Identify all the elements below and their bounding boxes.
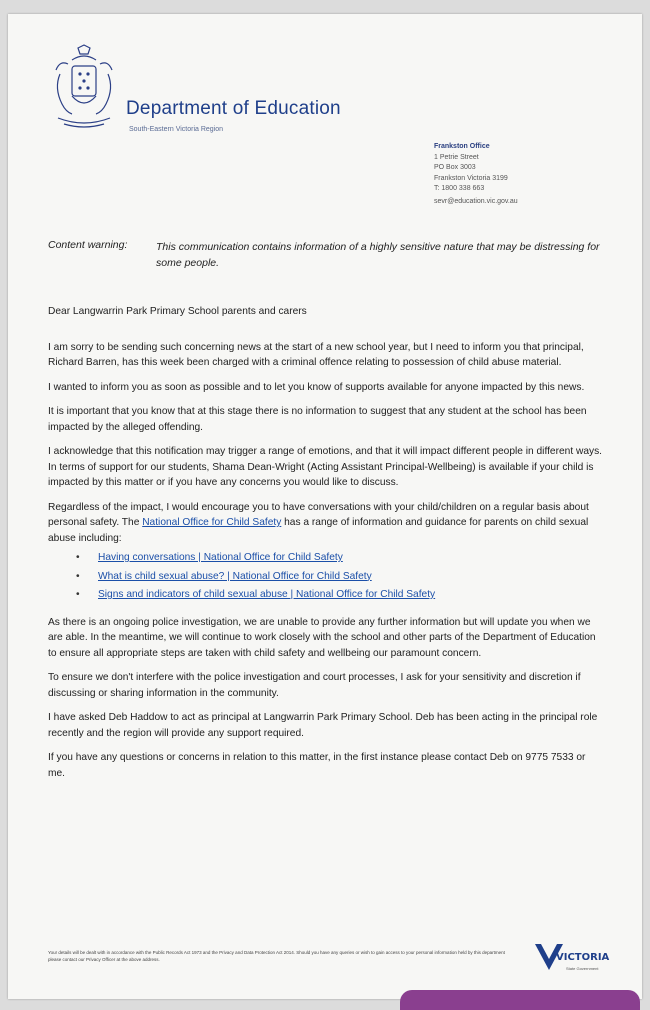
paragraph-5: [48, 500, 603, 547]
office-name: Frankston Office: [434, 143, 490, 150]
paragraph-4: I acknowledge that this notification may trigger a range of emotions, and that it will impact different people in different ways. In terms of support for our students, Shama Dean-Wright (Acting Assistant Principal-Wellbeing) is available if your child is impacted by this matter or if you have any concerns you would like to discuss.: [48, 446, 603, 488]
bullet: •: [76, 552, 80, 563]
resource-links: [48, 550, 603, 603]
bullet: •: [76, 589, 80, 600]
paragraph-6: As there is an ongoing police investigation, we are unable to provide any further information but will update you when we are able. In the meantime, we will continue to work closely with the school and other parts of the Department of Education to ensure all appropriate steps are taken with child safety and wellbeing our paramount concern.: [48, 616, 596, 659]
paragraph-3: It is important that you know that at this stage there is no information to suggest that any student at the school has been impacted by the alleged offending.: [48, 406, 587, 433]
list-item: [48, 550, 603, 566]
having-conversations-link[interactable]: Having conversations | National Office for Child Safety: [98, 552, 343, 563]
paragraph-1: I am sorry to be sending such concerning news at the start of a new school year, but I need to inform you that principal, Richard Barren, has this week been charged with a criminal offence relating to possession of child abuse material.: [48, 341, 584, 368]
paragraph-7: To ensure we don't interfere with the police investigation and court processes, I ask for your sensitivity and discretion if discussing or sharing information in the community.: [48, 672, 581, 699]
victoria-logo-text: VICTORIA: [556, 952, 610, 963]
content-warning-text: This communication contains information of a highly sensitive nature that may be distressing for some people.: [156, 241, 600, 269]
salutation: Dear Langwarrin Park Primary School parents and carers: [48, 306, 307, 317]
office-email[interactable]: sevr@education.vic.gov.au: [434, 197, 518, 205]
national-office-link[interactable]: National Office for Child Safety: [142, 517, 282, 528]
letter-page: [8, 14, 642, 999]
paragraph-2: I wanted to inform you as soon as possible and to let you know of supports available for anyone impacted by this news.: [48, 381, 585, 393]
list-item: [48, 587, 603, 603]
office-city: Frankston Victoria 3199: [434, 174, 508, 182]
bullet: •: [76, 570, 80, 582]
paragraph-5-start: Regardless of the impact, I would encourage you to have conversations with your child/children on a regular basis about personal safety. The: [48, 501, 589, 528]
privacy-notice: Your details will be dealt with in accordance with the Public Records Act 1973 and the Privacy and Data Protection Act 2014. Should you have any queries or wish to gain access to your personal information held by this department please contact our Privacy Officer at the above address.: [48, 950, 505, 962]
coat-of-arms-icon: [50, 44, 118, 136]
office-street: 1 Petrie Street: [434, 153, 479, 161]
paragraph-8: I have asked Deb Haddow to act as principal at Langwarrin Park Primary School. Deb has been acting in the principal role recently and the region will provide any support required.: [48, 712, 598, 739]
paragraph-9: If you have any questions or concerns in relation to this matter, in the first instance please contact Deb on 9775 7533 or me.: [48, 752, 586, 779]
office-phone: T: 1800 338 663: [434, 185, 485, 192]
office-po-box: PO Box 3003: [434, 164, 476, 171]
paragraph-5-end: has a range of information and guidance for parents on child sexual abuse including:: [48, 517, 589, 544]
victoria-logo-subtext: State Government: [566, 966, 599, 971]
what-is-abuse-link[interactable]: What is child sexual abuse? | National Office for Child Safety: [98, 570, 372, 582]
list-item: [48, 569, 603, 585]
letter-body: [48, 304, 603, 790]
region-name: South-Eastern Victoria Region: [129, 126, 224, 133]
department-title: Department of Education: [126, 98, 341, 119]
bottom-overlay-bar: [400, 990, 640, 1010]
office-address: [434, 142, 518, 207]
signs-indicators-link[interactable]: Signs and indicators of child sexual abuse | National Office for Child Safety: [98, 589, 436, 600]
content-warning-label: Content warning:: [48, 239, 128, 251]
